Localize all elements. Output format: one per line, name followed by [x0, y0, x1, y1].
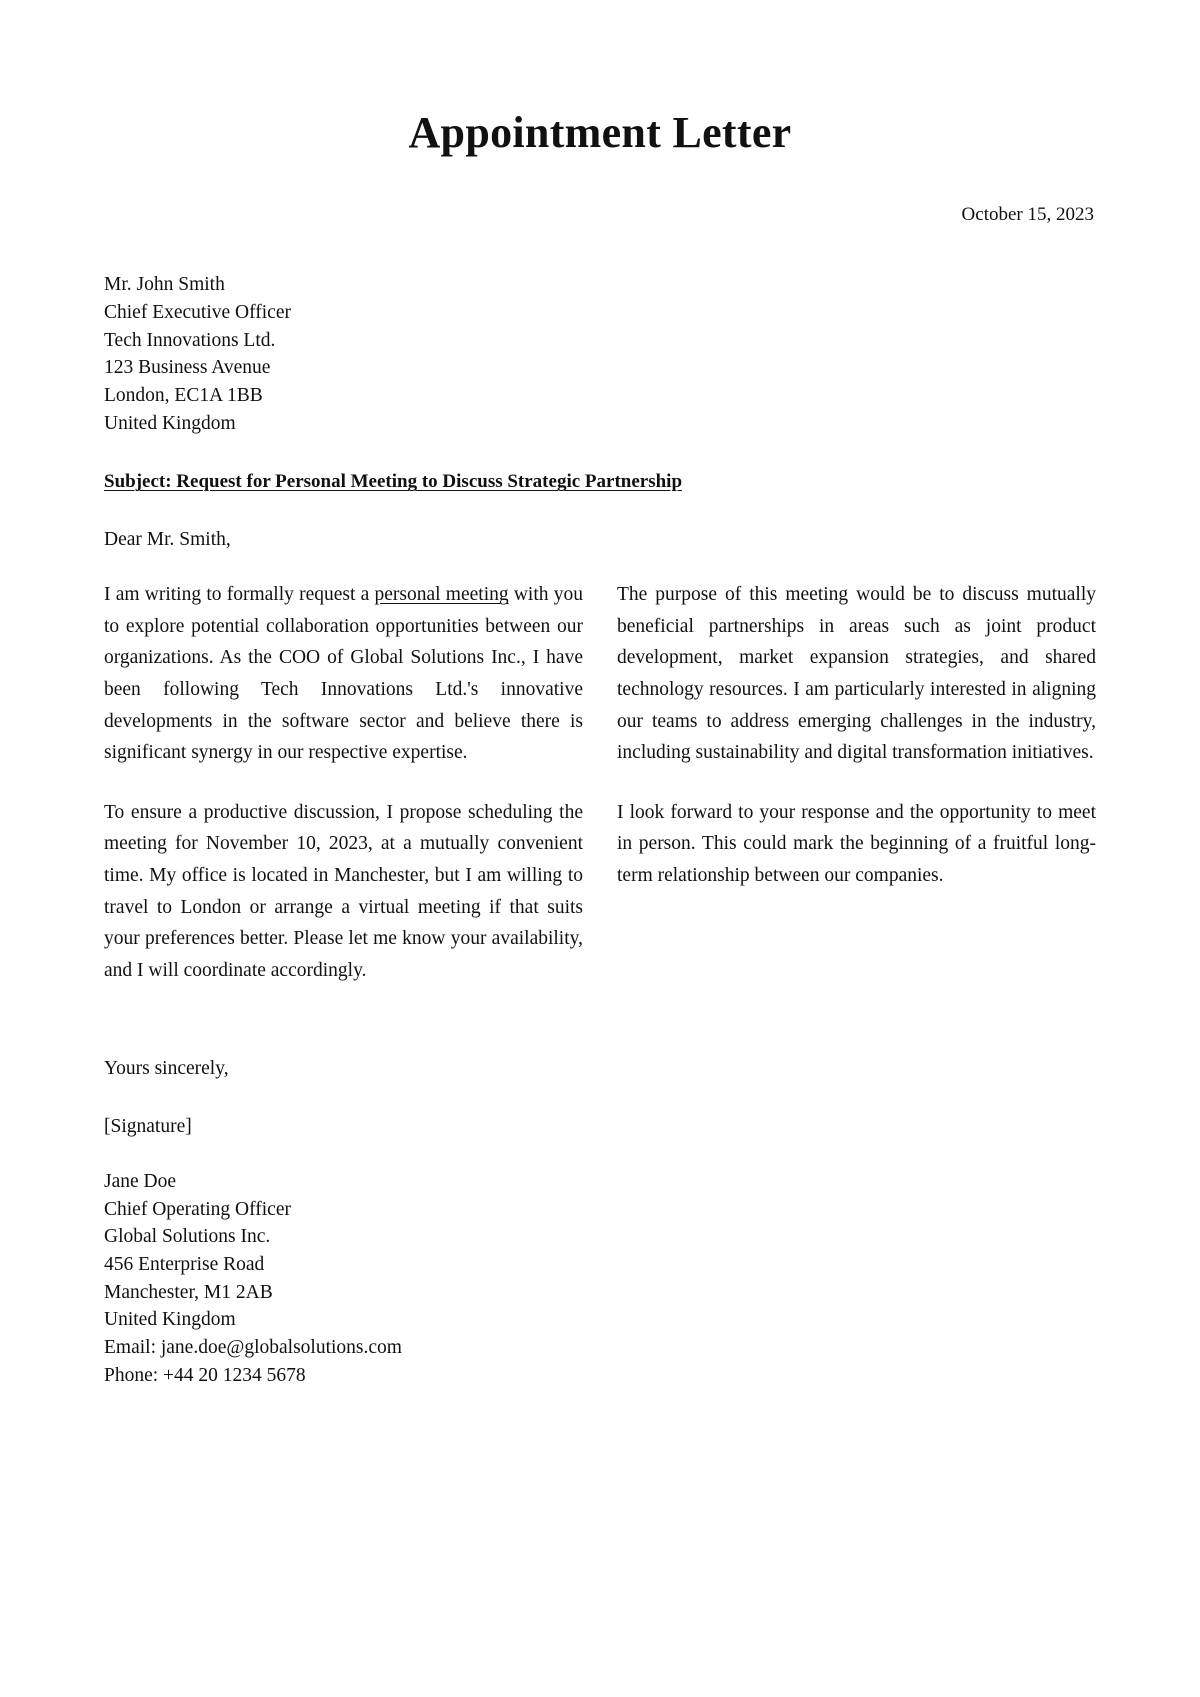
personal-meeting-emphasis: personal meeting: [374, 584, 509, 606]
recipient-line: 123 Business Avenue: [104, 357, 271, 379]
sender-phone-line: Phone: +44 20 1234 5678: [104, 1364, 306, 1386]
sender-line: United Kingdom: [104, 1309, 236, 1331]
recipient-line: United Kingdom: [104, 412, 236, 434]
sender-line: Jane Doe: [104, 1170, 177, 1192]
recipient-line: Tech Innovations Ltd.: [104, 329, 276, 351]
sender-address-block: [104, 1168, 1096, 1390]
recipient-line: London, EC1A 1BB: [104, 385, 263, 407]
sender-line: Global Solutions Inc.: [104, 1226, 271, 1248]
body-paragraph-2: To ensure a productive discussion, I propose scheduling the meeting for November 10, 2023, at a mutually convenient time. My office is located in Manchester, but I am willing to travel to London or arrange a virtual meeting if that suits your preferences better. Please let me know your availability, and I will coordinate accordingly.: [104, 801, 583, 981]
closing-line: Yours sincerely,: [104, 1058, 229, 1080]
letter-date: October 15, 2023: [961, 203, 1094, 225]
paragraph-1-text-before: I am writing to formally request a: [104, 584, 375, 606]
page-title: Appointment Letter: [408, 108, 792, 157]
subject-line: Subject: Request for Personal Meeting to Discuss Strategic Partnership: [104, 471, 683, 493]
sender-line: Chief Operating Officer: [104, 1198, 291, 1220]
sender-line: Manchester, M1 2AB: [104, 1281, 273, 1303]
body-paragraph-4: I look forward to your response and the opportunity to meet in person. This could mark the beginning of a fruitful long-term relationship between our companies.: [617, 801, 1096, 886]
body-paragraph-3: The purpose of this meeting would be to discuss mutually beneficial partnerships in areas such as joint product development, market expansion strategies, and shared technology resources. I am particularly interested in aligning our teams to address emerging challenges in the industry, including sustainability and digital transformation initiatives.: [617, 584, 1096, 764]
recipient-address-block: [104, 271, 1096, 437]
body-paragraph-1: [104, 579, 583, 768]
paragraph-1-text-after: with you to explore potential collaboration opportunities between our organizations. As the COO of Global Solutions Inc., I have been following Tech Innovations Ltd.'s innovative developments in the software sector and believe there is significant synergy in our respective expertise.: [104, 584, 583, 764]
body-columns: [104, 579, 1096, 1049]
salutation: Dear Mr. Smith,: [104, 529, 231, 550]
recipient-line: Chief Executive Officer: [104, 301, 291, 323]
signature-placeholder: [Signature]: [104, 1115, 192, 1137]
sender-email-line: Email: jane.doe@globalsolutions.com: [104, 1337, 402, 1359]
sender-line: 456 Enterprise Road: [104, 1253, 265, 1275]
recipient-line: Mr. John Smith: [104, 274, 225, 296]
